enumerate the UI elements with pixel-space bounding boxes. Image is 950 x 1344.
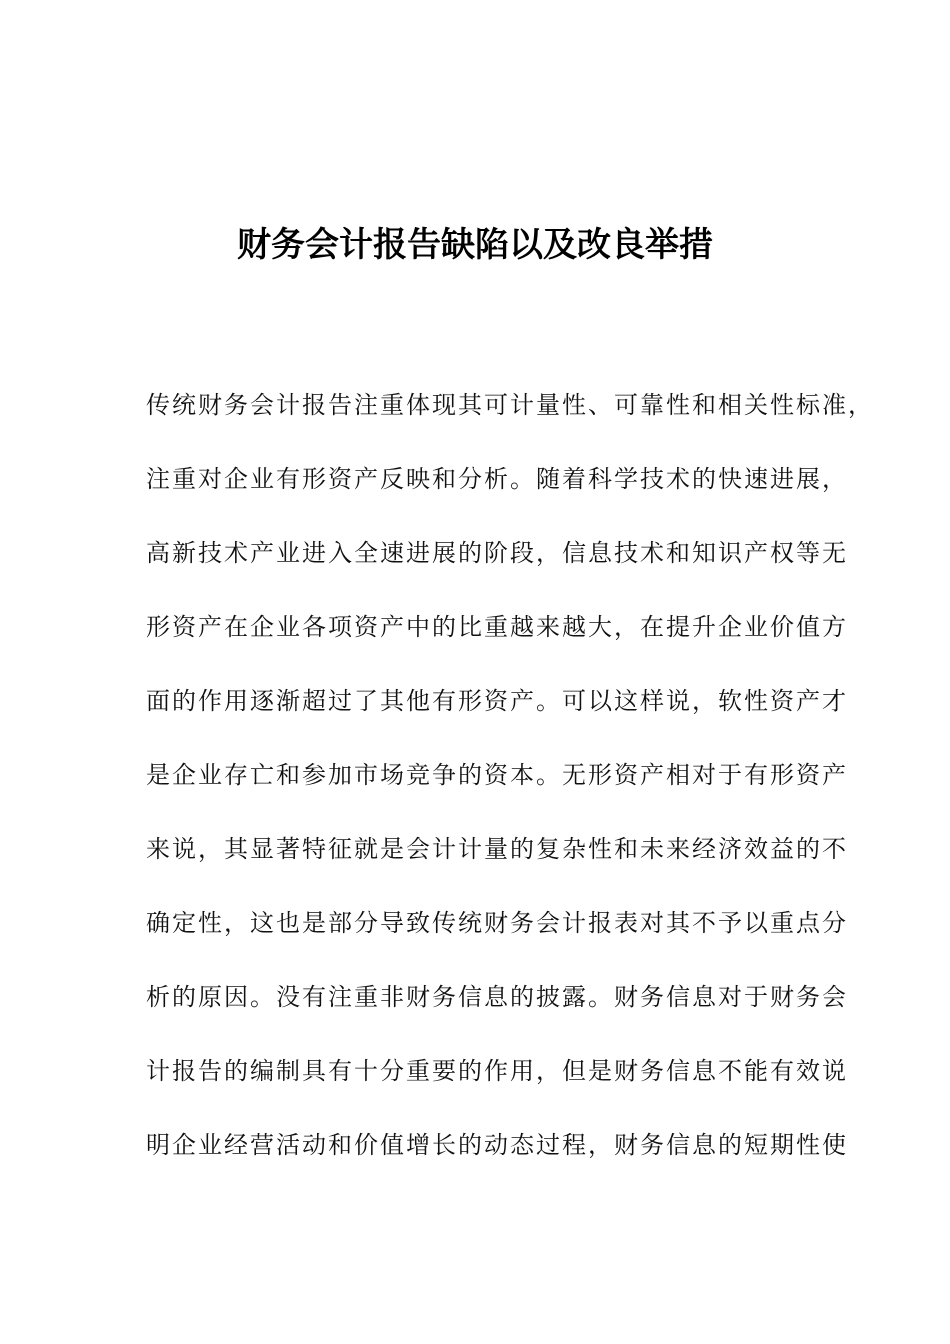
body-line: 计报告的编制具有十分重要的作用，但是财务信息不能有效说: [146, 1057, 848, 1085]
body-line: 明企业经营活动和价值增长的动态过程，财务信息的短期性使: [146, 1131, 848, 1159]
body-line: 来说，其显著特征就是会计计量的复杂性和未来经济效益的不: [146, 835, 848, 863]
body-line: 注重对企业有形资产反映和分析。随着科学技术的快速进展，: [146, 465, 848, 493]
body-line: 面的作用逐渐超过了其他有形资产。可以这样说，软性资产才: [146, 687, 848, 715]
body-line: 传统财务会计报告注重体现其可计量性、可靠性和相关性标准，: [146, 391, 874, 419]
document-title: 财务会计报告缺陷以及改良举措: [237, 225, 713, 265]
body-line: 析的原因。没有注重非财务信息的披露。财务信息对于财务会: [146, 983, 848, 1011]
body-line: 是企业存亡和参加市场竞争的资本。无形资产相对于有形资产: [146, 761, 848, 789]
body-line: 形资产在企业各项资产中的比重越来越大，在提升企业价值方: [146, 613, 848, 641]
body-line: 高新技术产业进入全速进展的阶段，信息技术和知识产权等无: [146, 539, 848, 567]
document-body: [146, 378, 874, 1192]
body-line: 确定性，这也是部分导致传统财务会计报表对其不予以重点分: [146, 909, 848, 937]
